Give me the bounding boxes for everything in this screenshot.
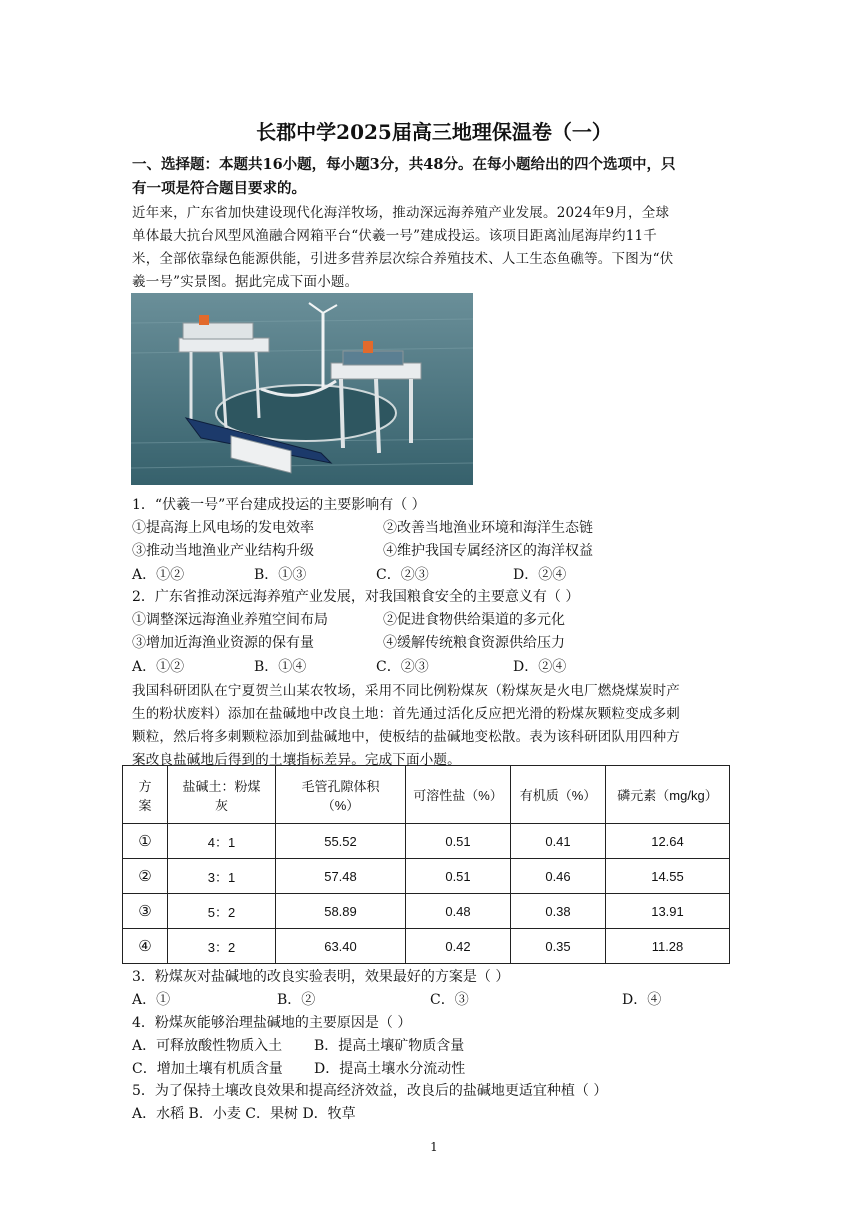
header-plan-line2: 案: [138, 797, 152, 813]
passage1-line3: 米，全部依靠绿色能源供能，引进多营养层次综合养殖技术、人工生态鱼礁等。下图为“伏: [132, 251, 674, 267]
q5-stem: 5．为了保持土壤改良效果和提高经济效益，改良后的盐碱地更适宜种植（ ）: [132, 1083, 608, 1099]
platform-photo: [131, 293, 473, 485]
header-pore: [276, 766, 406, 824]
header-salt: 可溶性盐（%）: [406, 766, 511, 824]
table-row: [123, 894, 730, 929]
q1-option-a[interactable]: A．①②: [132, 567, 185, 583]
passage2-line4: 案改良盐碱地后得到的土壤指标差异。完成下面小题。: [132, 752, 461, 768]
q2-statement-1: ①调整深远海渔业养殖空间布局: [132, 612, 328, 628]
table-row: [123, 859, 730, 894]
cell-phosphorus: 14.55: [606, 859, 730, 894]
header-phosphorus: 磷元素（mg/kg）: [606, 766, 730, 824]
cell-pore: 55.52: [276, 824, 406, 859]
q4-option-b[interactable]: B．提高土壤矿物质含量: [314, 1038, 465, 1054]
table-header-row: [123, 766, 730, 824]
cell-plan: ②: [123, 859, 168, 894]
q1-option-c[interactable]: C．②③: [376, 567, 429, 583]
section-heading-line1: 一、选择题：本题共16小题，每小题3分，共48分。在每小题给出的四个选项中，只: [132, 156, 676, 173]
cell-phosphorus: 11.28: [606, 929, 730, 964]
passage1-line4: 羲一号”实景图。据此完成下面小题。: [132, 274, 359, 290]
cell-pore: 63.40: [276, 929, 406, 964]
cell-salt: 0.48: [406, 894, 511, 929]
header-plan-line1: 方: [138, 778, 152, 794]
q2-statement-2: ②促进食物供给渠道的多元化: [383, 612, 565, 628]
cell-plan: ①: [123, 824, 168, 859]
cell-plan: ④: [123, 929, 168, 964]
cell-pore: 58.89: [276, 894, 406, 929]
passage2-line1: 我国科研团队在宁夏贺兰山某农牧场，采用不同比例粉煤灰（粉煤灰是火电厂燃烧煤炭时产: [132, 683, 680, 699]
q3-option-d[interactable]: D．④: [622, 992, 662, 1008]
cell-pore: 57.48: [276, 859, 406, 894]
passage1-line1: 近年来，广东省加快建设现代化海洋牧场，推动深远海养殖产业发展。2024年9月，全球: [132, 205, 670, 221]
q1-option-b[interactable]: B．①③: [254, 567, 307, 583]
q4-stem: 4．粉煤灰能够治理盐碱地的主要原因是（ ）: [132, 1015, 412, 1031]
page-title: 长郡中学2025届高三地理保温卷（一）: [256, 120, 612, 144]
cell-ratio: 5：2: [168, 894, 276, 929]
q2-statement-4: ④缓解传统粮食资源供给压力: [383, 635, 565, 651]
table-row: [123, 929, 730, 964]
cell-organic: 0.38: [511, 894, 606, 929]
cell-salt: 0.51: [406, 859, 511, 894]
header-organic: 有机质（%）: [511, 766, 606, 824]
q4-option-d[interactable]: D．提高土壤水分流动性: [314, 1061, 466, 1077]
q5-options[interactable]: A．水稻 B．小麦 C．果树 D．牧草: [132, 1106, 356, 1122]
q4-option-a[interactable]: A．可释放酸性物质入土: [132, 1038, 283, 1054]
q3-option-a[interactable]: A．①: [132, 992, 171, 1008]
cell-ratio: 3：1: [168, 859, 276, 894]
soil-index-table: [122, 765, 730, 964]
passage1-line2: 单体最大抗台风型风渔融合网箱平台“伏羲一号”建成投运。该项目距离汕尾海岸约11千: [132, 228, 657, 244]
q2-statement-3: ③增加近海渔业资源的保有量: [132, 635, 314, 651]
cell-organic: 0.35: [511, 929, 606, 964]
header-ratio-line2: 灰: [214, 797, 228, 813]
passage2-line3: 颗粒，然后将多刺颗粒添加到盐碱地中，使板结的盐碱地变松散。表为该科研团队用四种方: [132, 729, 680, 745]
q3-stem: 3．粉煤灰对盐碱地的改良实验表明，效果最好的方案是（ ）: [132, 969, 510, 985]
header-pore-line1: 毛管孔隙体积: [301, 778, 380, 794]
passage2-line2: 生的粉状废料）添加在盐碱地中改良土地：首先通过活化反应把光滑的粉煤灰颗粒变成多刺: [132, 706, 680, 722]
cell-salt: 0.51: [406, 824, 511, 859]
table-row: [123, 824, 730, 859]
q2-option-b[interactable]: B．①④: [254, 659, 307, 675]
q2-option-d[interactable]: D．②④: [513, 659, 567, 675]
cell-ratio: 3：2: [168, 929, 276, 964]
cell-phosphorus: 12.64: [606, 824, 730, 859]
cell-organic: 0.41: [511, 824, 606, 859]
cell-salt: 0.42: [406, 929, 511, 964]
header-pore-line2: （%）: [321, 797, 360, 813]
q3-option-b[interactable]: B．②: [277, 992, 316, 1008]
header-ratio-line1: 盐碱土：粉煤: [182, 778, 261, 794]
q2-option-c[interactable]: C．②③: [376, 659, 429, 675]
q2-option-a[interactable]: A．①②: [132, 659, 185, 675]
cell-phosphorus: 13.91: [606, 894, 730, 929]
header-plan: [123, 766, 168, 824]
cell-ratio: 4：1: [168, 824, 276, 859]
q1-statement-2: ②改善当地渔业环境和海洋生态链: [383, 520, 593, 536]
header-ratio: [168, 766, 276, 824]
platform-illustration: [131, 293, 473, 485]
q4-option-c[interactable]: C．增加土壤有机质含量: [132, 1061, 283, 1077]
cell-organic: 0.46: [511, 859, 606, 894]
q1-statement-1: ①提高海上风电场的发电效率: [132, 520, 314, 536]
page-number: 1: [430, 1140, 438, 1154]
q2-stem: 2．广东省推动深远海养殖产业发展，对我国粮食安全的主要意义有（ ）: [132, 589, 580, 605]
q1-statement-4: ④维护我国专属经济区的海洋权益: [383, 543, 593, 559]
q1-statement-3: ③推动当地渔业产业结构升级: [132, 543, 314, 559]
section-heading-line2: 有一项是符合题目要求的。: [132, 180, 306, 197]
q1-option-d[interactable]: D．②④: [513, 567, 567, 583]
q3-option-c[interactable]: C．③: [430, 992, 469, 1008]
cell-plan: ③: [123, 894, 168, 929]
q1-stem: 1．“伏羲一号”平台建成投运的主要影响有（ ）: [132, 497, 426, 513]
